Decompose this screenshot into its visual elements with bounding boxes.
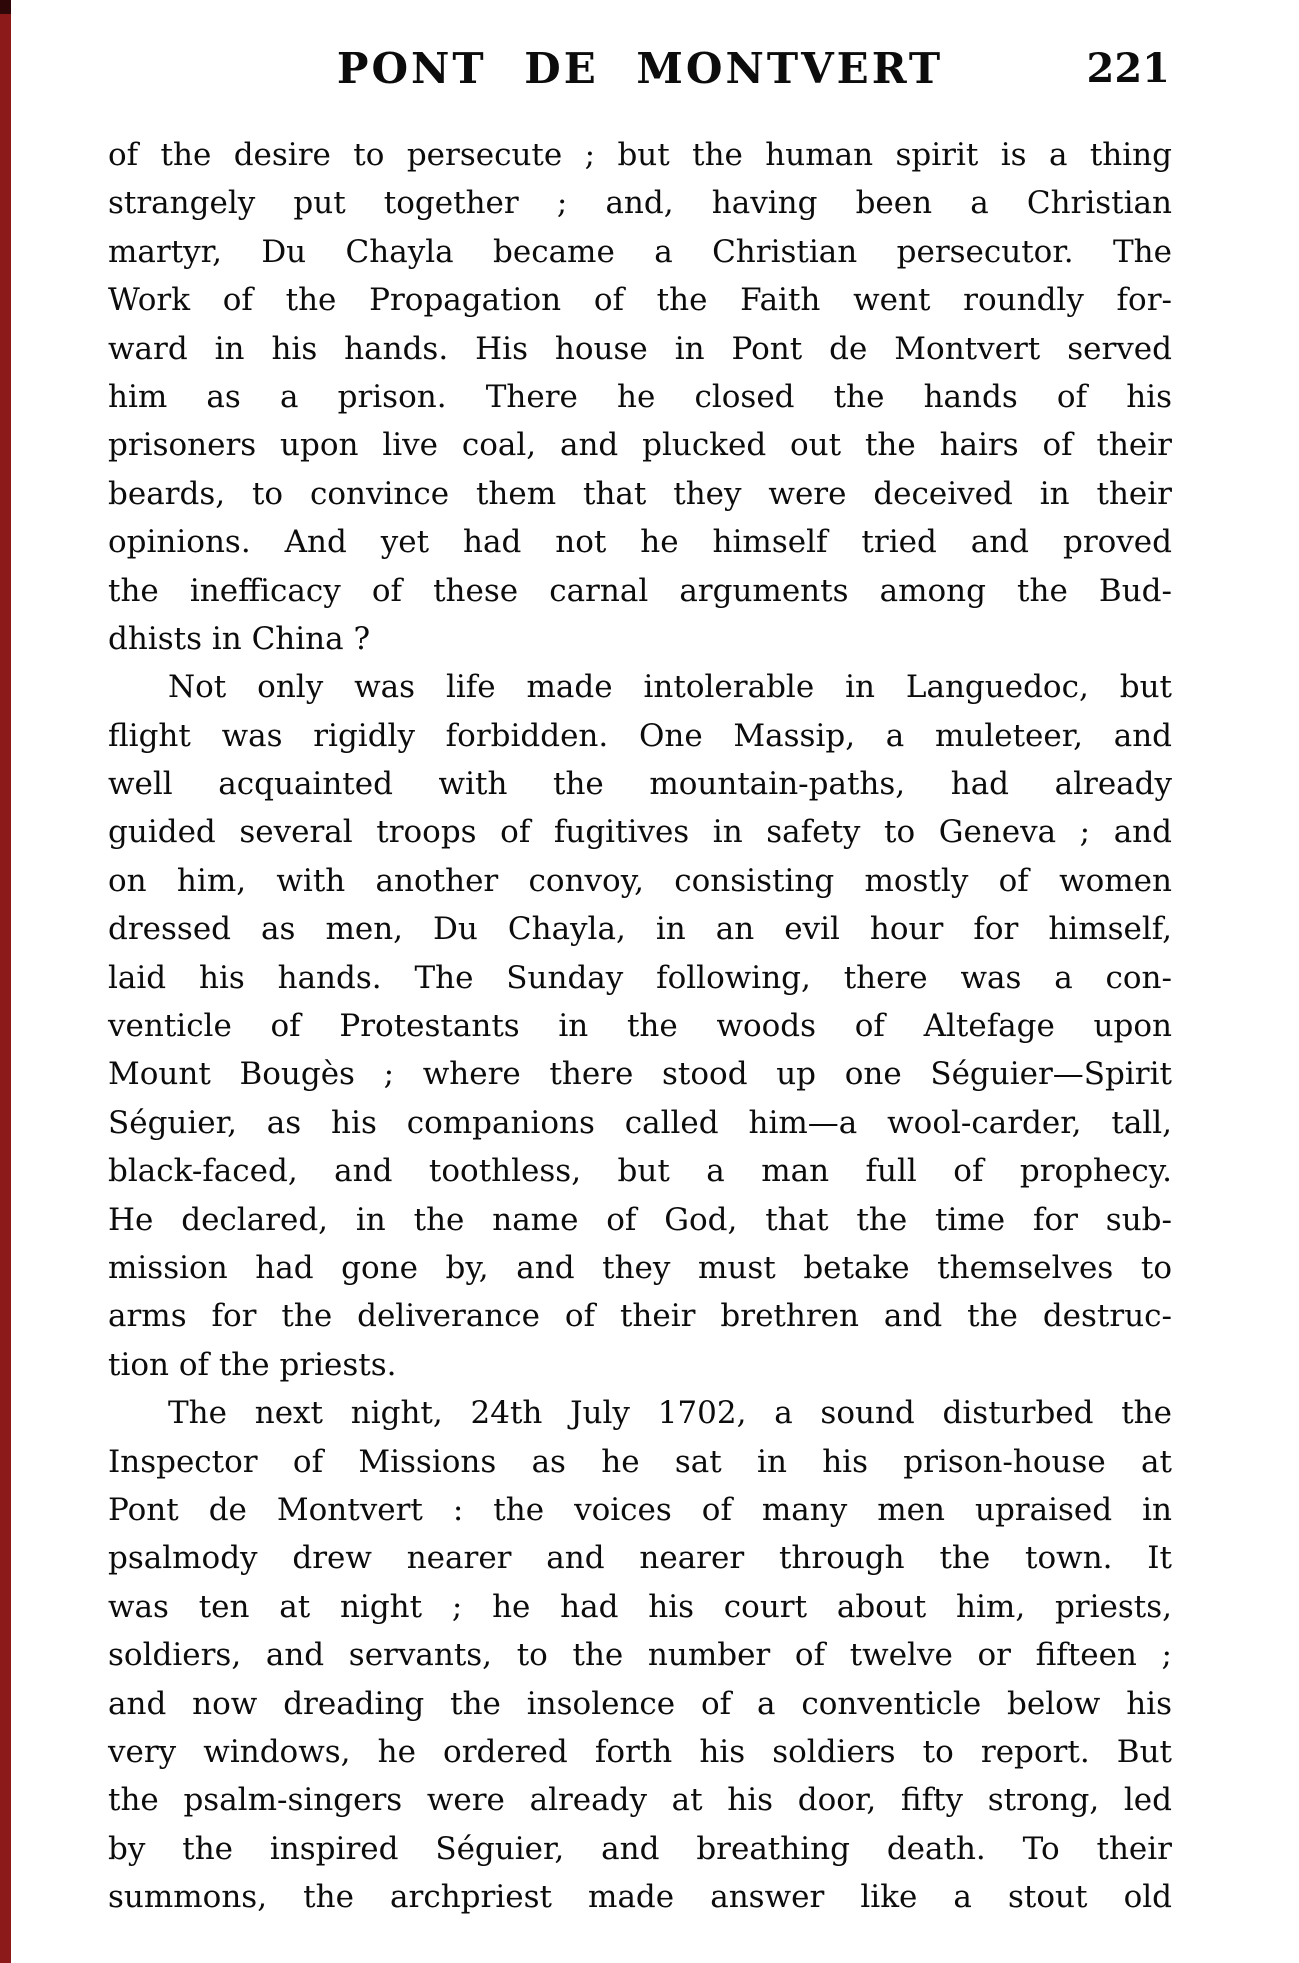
text-line: The next night, 24th July 1702, a sound disturbed the <box>168 1395 1172 1432</box>
book-spine-edge <box>0 0 11 1963</box>
text-line: the psalm-singers were already at his door, fifty strong, led <box>108 1782 1172 1819</box>
text-line: soldiers, and servants, to the number of twelve or fifteen ; <box>108 1637 1172 1674</box>
text-line: Mount Bougès ; where there stood up one Séguier—Spirit <box>108 1056 1172 1093</box>
body-text <box>108 131 1172 1921</box>
text-line: ward in his hands. His house in Pont de Montvert served <box>108 330 1172 367</box>
page-number: 221 <box>1086 45 1170 92</box>
text-line: arms for the deliverance of their brethren and the destruc- <box>108 1298 1172 1335</box>
text-line: very windows, he ordered forth his soldiers to report. But <box>108 1733 1172 1770</box>
paragraph <box>108 663 1172 1389</box>
text-line: of the desire to persecute ; but the human spirit is a thing <box>108 137 1172 173</box>
text-line: Work of the Propagation of the Faith went roundly for- <box>108 282 1172 319</box>
text-line: well acquainted with the mountain-paths, had already <box>108 766 1172 803</box>
text-line: Pont de Montvert : the voices of many men upraised in <box>108 1491 1172 1528</box>
text-line: summons, the archpriest made answer like a stout old <box>108 1879 1172 1916</box>
text-line: Not only was life made intolerable in Languedoc, but <box>168 669 1172 706</box>
text-line: venticle of Protestants in the woods of Altefage upon <box>108 1008 1172 1045</box>
text-line: prisoners upon live coal, and plucked out the hairs of their <box>108 427 1172 464</box>
running-header <box>108 42 1172 96</box>
text-line: on him, with another convoy, consisting mostly of women <box>108 862 1172 899</box>
paragraph <box>108 131 1172 663</box>
text-line: mission had gone by, and they must betake themselves to <box>108 1249 1172 1286</box>
text-line: He declared, in the name of God, that the time for sub- <box>108 1201 1172 1238</box>
text-line: by the inspired Séguier, and breathing death. To their <box>108 1830 1172 1867</box>
text-line: dhists in China ? <box>108 620 371 657</box>
text-line: beards, to convince them that they were deceived in their <box>108 475 1172 512</box>
text-line: strangely put together ; and, having been a Christian <box>108 185 1172 222</box>
text-line: Séguier, as his companions called him—a wool-carder, tall, <box>108 1104 1172 1141</box>
text-line: psalmody drew nearer and nearer through the town. It <box>108 1540 1172 1577</box>
book-spine-edge-cap <box>0 0 11 14</box>
text-line: and now dreading the insolence of a conventicle below his <box>108 1685 1172 1722</box>
text-line: flight was rigidly forbidden. One Massip, a muleteer, and <box>108 717 1172 754</box>
text-line: martyr, Du Chayla became a Christian persecutor. The <box>108 233 1172 270</box>
text-line: guided several troops of fugitives in safety to Geneva ; and <box>108 814 1172 851</box>
text-line: was ten at night ; he had his court about him, priests, <box>108 1588 1172 1625</box>
page-title: PONT DE MONTVERT <box>336 44 944 93</box>
text-line: the inefficacy of these carnal arguments among the Bud- <box>108 572 1172 609</box>
text-line: opinions. And yet had not he himself tried and proved <box>108 524 1172 561</box>
text-line: him as a prison. There he closed the hands of his <box>108 378 1172 415</box>
text-line: black-faced, and toothless, but a man full of prophecy. <box>108 1153 1172 1190</box>
text-line: Inspector of Missions as he sat in his prison-house at <box>108 1443 1172 1480</box>
text-line: dressed as men, Du Chayla, in an evil hour for himself, <box>108 911 1172 948</box>
text-line: tion of the priests. <box>108 1346 397 1383</box>
paragraph <box>108 1389 1172 1921</box>
text-line: laid his hands. The Sunday following, there was a con- <box>108 959 1172 996</box>
